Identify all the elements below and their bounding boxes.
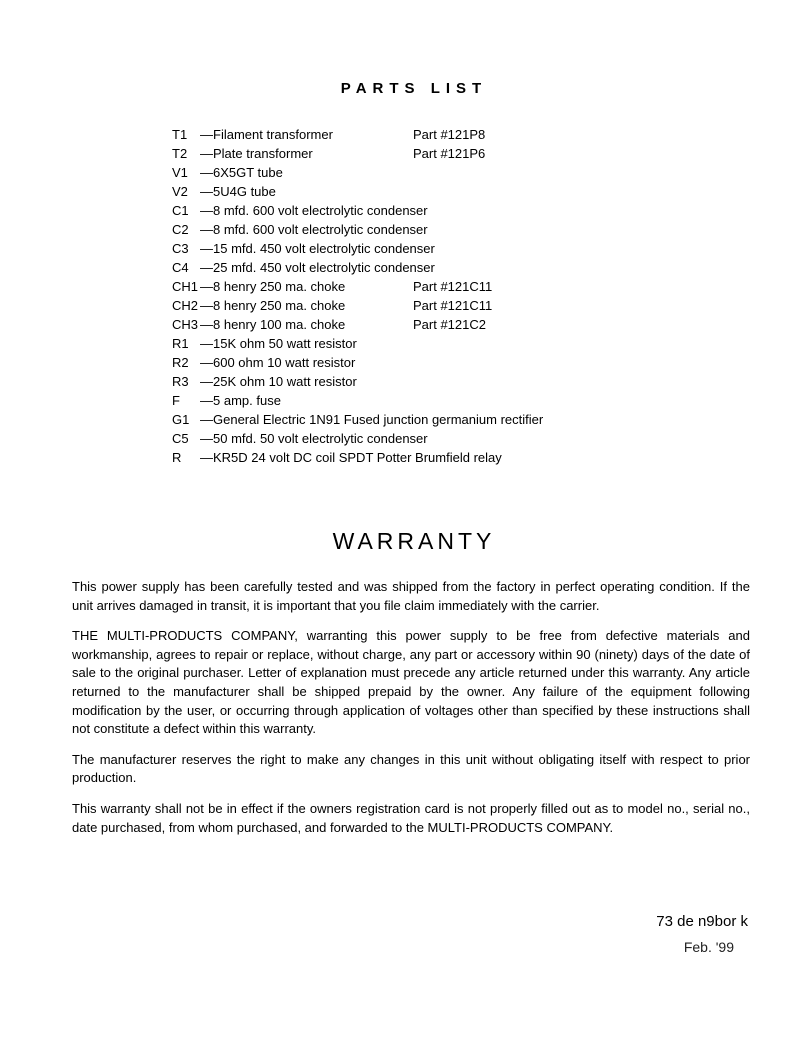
part-code: C1 bbox=[172, 203, 189, 218]
parts-list bbox=[172, 125, 543, 467]
parts-list-item bbox=[172, 372, 543, 391]
part-description: —KR5D 24 volt DC coil SPDT Potter Brumfield relay bbox=[200, 450, 502, 465]
warranty-paragraph: This power supply has been carefully tested and was shipped from the factory in perfect operating condition. If the unit arrives damaged in transit, it is important that you file claim immediately with the carrier. bbox=[72, 579, 750, 613]
part-description: —8 henry 250 ma. choke bbox=[200, 279, 346, 294]
part-number: Part #121C11 bbox=[413, 298, 493, 313]
part-description: —Plate transformer bbox=[200, 146, 313, 161]
part-description: —600 ohm 10 watt resistor bbox=[200, 355, 356, 370]
parts-list-item bbox=[172, 163, 543, 182]
part-code: R1 bbox=[172, 336, 189, 351]
part-description: —25 mfd. 450 volt electrolytic condenser bbox=[200, 260, 435, 275]
part-code: C3 bbox=[172, 241, 189, 256]
parts-list-item bbox=[172, 315, 543, 334]
part-description: —15 mfd. 450 volt electrolytic condenser bbox=[200, 241, 435, 256]
part-code: G1 bbox=[172, 412, 190, 427]
part-description: —General Electric 1N91 Fused junction germanium rectifier bbox=[200, 412, 544, 427]
part-description: —8 mfd. 600 volt electrolytic condenser bbox=[200, 203, 428, 218]
part-description: —5 amp. fuse bbox=[200, 393, 281, 408]
part-number: Part #121P6 bbox=[413, 146, 486, 161]
warranty-title: WARRANTY bbox=[332, 528, 496, 554]
warranty-paragraph: This warranty shall not be in effect if the owners registration card is not properly filled out as to model no., serial no., date purchased, from whom purchased, and forwarded to the MULTI-PRODUCTS COMPANY. bbox=[72, 800, 750, 835]
warranty-paragraph: The manufacturer reserves the right to make any changes in this unit without obligating itself with respect to prior production. bbox=[72, 751, 750, 786]
parts-list-item bbox=[172, 448, 543, 467]
parts-list-item bbox=[172, 429, 543, 448]
part-code: V2 bbox=[172, 184, 188, 199]
part-number: Part #121C11 bbox=[413, 279, 493, 294]
parts-list-item bbox=[172, 239, 543, 258]
part-code: R bbox=[172, 450, 182, 465]
parts-list-item bbox=[172, 391, 543, 410]
part-code: C2 bbox=[172, 222, 189, 237]
part-code: CH1 bbox=[172, 279, 199, 294]
parts-list-item bbox=[172, 296, 543, 315]
signature: 73 de n9bor k bbox=[656, 913, 748, 930]
parts-list-item bbox=[172, 220, 543, 239]
parts-list-item bbox=[172, 353, 543, 372]
part-description: —Filament transformer bbox=[200, 127, 333, 142]
date: Feb. '99 bbox=[683, 939, 734, 955]
parts-list-item bbox=[172, 144, 543, 163]
parts-list-item bbox=[172, 334, 543, 353]
warranty-text bbox=[72, 578, 750, 849]
part-description: —50 mfd. 50 volt electrolytic condenser bbox=[200, 431, 428, 446]
parts-list-item bbox=[172, 201, 543, 220]
part-code: T2 bbox=[172, 146, 188, 161]
part-number: Part #121P8 bbox=[413, 127, 486, 142]
part-code: T1 bbox=[172, 127, 188, 142]
part-description: —15K ohm 50 watt resistor bbox=[200, 336, 357, 351]
parts-list-item bbox=[172, 182, 543, 201]
part-code: CH3 bbox=[172, 317, 199, 332]
part-code: V1 bbox=[172, 165, 188, 180]
part-description: —6X5GT tube bbox=[200, 165, 283, 180]
warranty-paragraph: THE MULTI-PRODUCTS COMPANY, warranting this power supply to be free from defective materials and workmanship, agrees to repair or replace, without charge, any part or accessory within 90 (ninety) days of the date of sale to the original purchaser. Letter of explanation must precede any article returned under this warranty. Any article returned to the manufacturer shall be shipped prepaid by the owner. Any failure of the equipment following modification by the user, or occurring through application of voltages other than specified by these instructions shall not constitute a defect within this warranty. bbox=[72, 628, 750, 737]
part-description: —5U4G tube bbox=[200, 184, 276, 199]
part-code: R2 bbox=[172, 355, 189, 370]
part-description: —25K ohm 10 watt resistor bbox=[200, 374, 357, 389]
part-description: —8 henry 100 ma. choke bbox=[200, 317, 346, 332]
part-code: C5 bbox=[172, 431, 189, 446]
part-code: R3 bbox=[172, 374, 189, 389]
parts-list-item bbox=[172, 258, 543, 277]
parts-list-item bbox=[172, 410, 543, 429]
part-description: —8 mfd. 600 volt electrolytic condenser bbox=[200, 222, 428, 237]
part-description: —8 henry 250 ma. choke bbox=[200, 298, 346, 313]
part-number: Part #121C2 bbox=[413, 317, 486, 332]
parts-list-title: PARTS LIST bbox=[340, 80, 488, 97]
part-code: CH2 bbox=[172, 298, 199, 313]
parts-list-item bbox=[172, 125, 543, 144]
part-code: C4 bbox=[172, 260, 189, 275]
parts-list-item bbox=[172, 277, 543, 296]
part-code: F bbox=[172, 393, 180, 408]
